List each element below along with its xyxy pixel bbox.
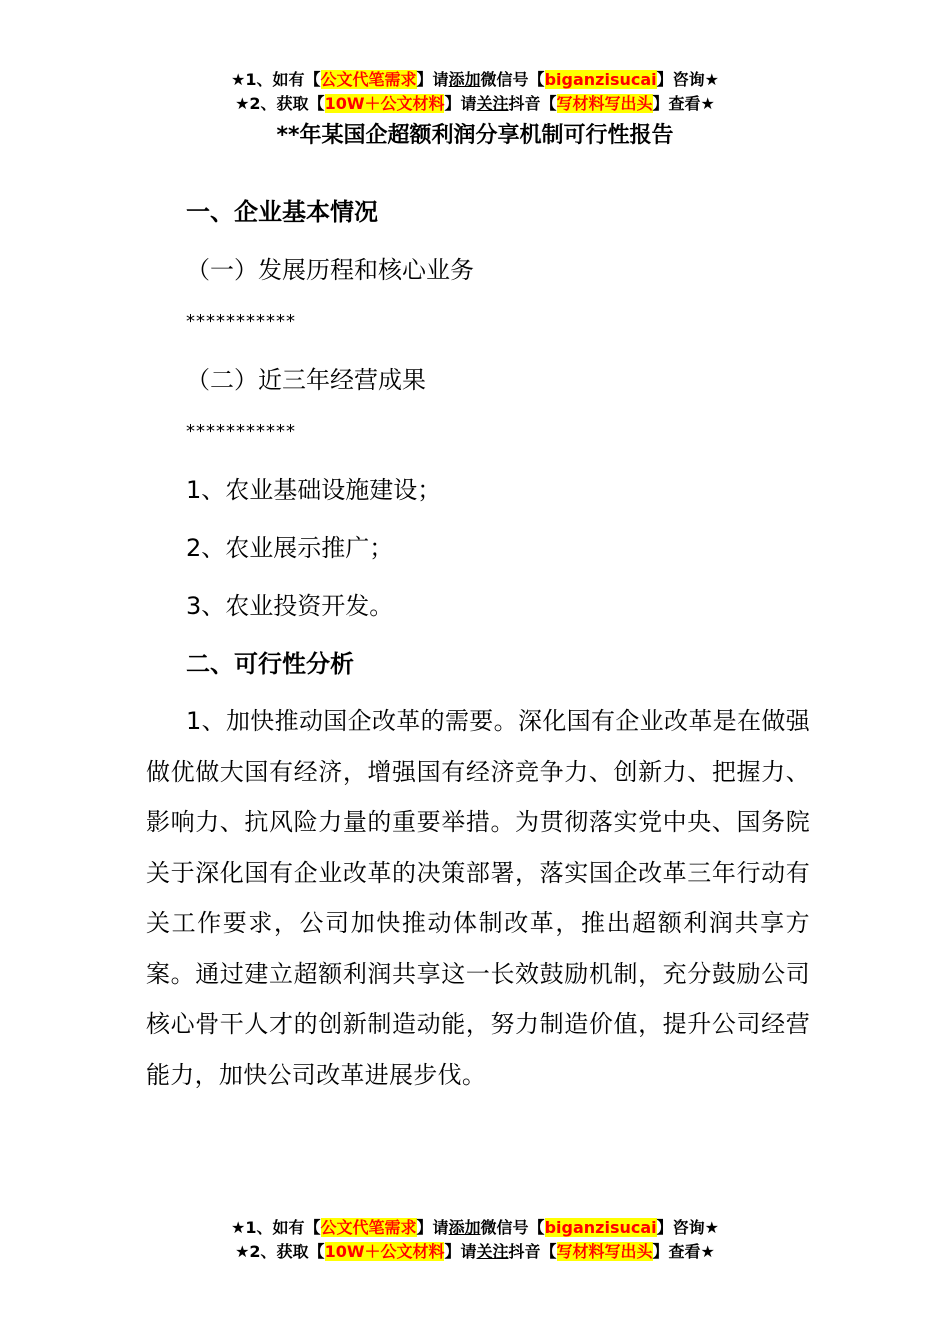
- underlined-word: 关注: [476, 94, 509, 113]
- footer-banner: [0, 1216, 950, 1264]
- highlight-materials: 10W＋公文材料: [324, 94, 445, 113]
- underlined-word: 添加: [448, 70, 481, 89]
- banner-text: 微信号【: [480, 1218, 545, 1237]
- banner-line-2: [0, 1240, 950, 1264]
- banner-text: 】查看★: [652, 94, 715, 113]
- highlight-service: 公文代笔需求: [320, 1218, 417, 1237]
- banner-text: 】请: [444, 94, 477, 113]
- banner-line-1: [0, 68, 950, 92]
- highlight-materials: 10W＋公文材料: [324, 1242, 445, 1261]
- underlined-word: 关注: [476, 1242, 509, 1261]
- subheading-1: （一）发展历程和核心业务: [186, 256, 474, 284]
- highlight-wechat-id: biganzisucai: [544, 1218, 657, 1237]
- banner-text: 微信号【: [480, 70, 545, 89]
- highlight-wechat-id: biganzisucai: [544, 70, 657, 89]
- paragraph-1: 1、加快推动国企改革的需要。深化国有企业改革是在做强做优做大国有经济，增强国有经济竞争力、创新力、把握力、影响力、抗风险力量的重要举措。为贯彻落实党中央、国务院关于深化国有企业改革的决策部署，落实国企改革三年行动有关工作要求，公司加快推动体制改革，推出超额利润共享方案。通过建立超额利润共享这一长效鼓励机制，充分鼓励公司核心骨干人才的创新制造动能，努力制造价值，提升公司经营能力，加快公司改革进展步伐。: [146, 707, 810, 1089]
- list-item-3: 3、农业投资开发。: [186, 592, 394, 620]
- subheading-2: （二）近三年经营成果: [186, 366, 426, 394]
- underlined-word: 添加: [448, 1218, 481, 1237]
- banner-text: 抖音【: [508, 94, 557, 113]
- section-heading-2: 二、可行性分析: [186, 650, 354, 678]
- header-banner: [0, 68, 950, 116]
- placeholder-stars-1: ***********: [186, 311, 296, 332]
- banner-line-2: [0, 92, 950, 116]
- banner-line-1: [0, 1216, 950, 1240]
- banner-text: 】请: [416, 1218, 449, 1237]
- banner-text: 抖音【: [508, 1242, 557, 1261]
- document-body: [146, 190, 810, 1100]
- banner-text: 】咨询★: [656, 70, 719, 89]
- banner-text: 】请: [444, 1242, 477, 1261]
- section-heading-1: 一、企业基本情况: [186, 198, 378, 226]
- highlight-douyin-id: 写材料写出头: [556, 94, 653, 113]
- list-item-1: 1、农业基础设施建设；: [186, 476, 442, 504]
- highlight-service: 公文代笔需求: [320, 70, 417, 89]
- banner-text: ★2、获取【: [235, 94, 325, 113]
- placeholder-stars-2: ***********: [186, 421, 296, 442]
- list-item-2: 2、农业展示推广；: [186, 534, 394, 562]
- banner-text: 】请: [416, 70, 449, 89]
- banner-text: ★2、获取【: [235, 1242, 325, 1261]
- banner-text: 】查看★: [652, 1242, 715, 1261]
- banner-text: ★1、如有【: [231, 70, 321, 89]
- document-title: **年某国企超额利润分享机制可行性报告: [276, 123, 674, 148]
- highlight-douyin-id: 写材料写出头: [556, 1242, 653, 1261]
- banner-text: 】咨询★: [656, 1218, 719, 1237]
- banner-text: ★1、如有【: [231, 1218, 321, 1237]
